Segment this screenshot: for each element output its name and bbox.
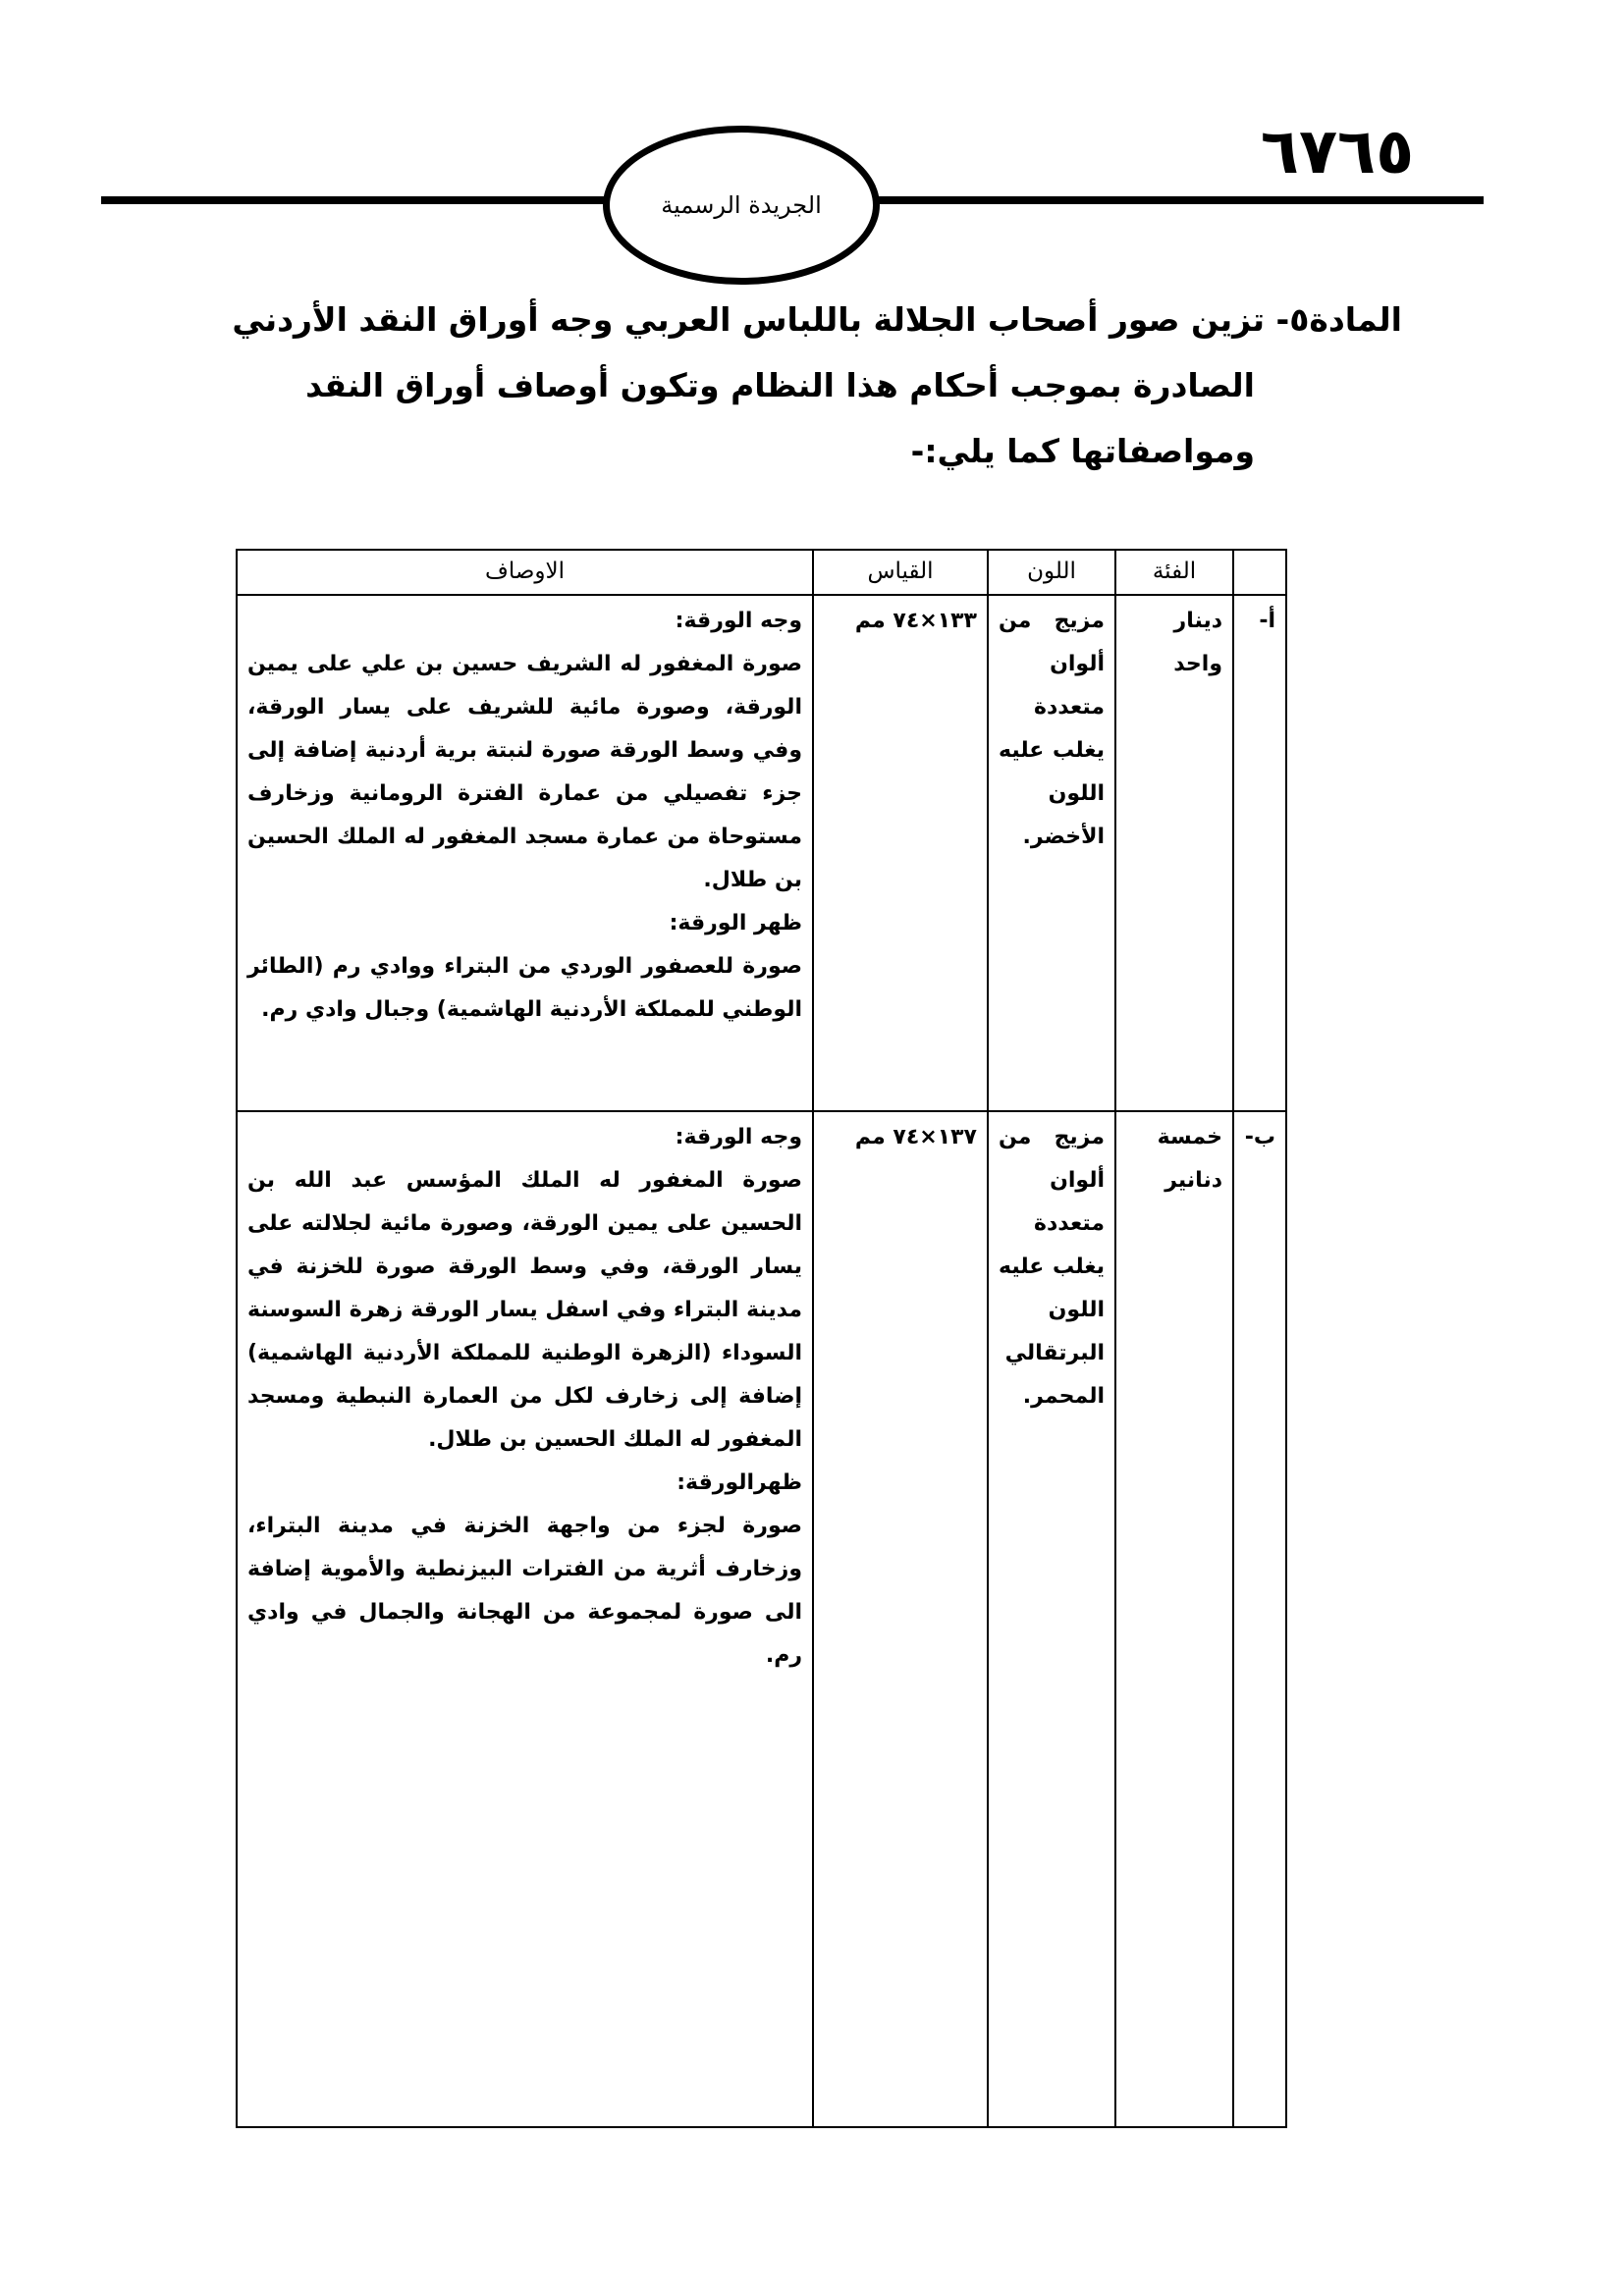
row-size: ١٣٧×٧٤ مم <box>813 1111 988 2127</box>
table-header-row <box>237 550 1286 595</box>
page-number: ٦٧٦٥ <box>1260 116 1415 188</box>
banknote-specs-table <box>236 549 1287 2128</box>
row-color: مزيج من ألوان متعددة يغلب عليه اللون البرتقالي المحمر. <box>988 1111 1115 2127</box>
row-category: دينار واحد <box>1115 595 1233 1111</box>
article-heading <box>118 287 1402 484</box>
article-line: ومواصفاتها كما يلي:- <box>910 432 1255 470</box>
back-label: ظهر الورقة: <box>669 911 802 935</box>
row-color: مزيج من ألوان متعددة يغلب عليه اللون الأخضر. <box>988 595 1115 1111</box>
back-text: صورة لجزء من واجهة الخزنة في مدينة البتراء، وزخارف أثرية من الفترات البيزنطية والأموية إضافة الى صورة لمجموعة من الهجانة والجمال في وادي رم. <box>247 1514 802 1668</box>
row-description <box>237 1111 813 2127</box>
header-description: الاوصاف <box>237 550 813 595</box>
gazette-emblem <box>603 126 880 285</box>
gazette-name: الجريدة الرسمية <box>661 191 822 219</box>
front-label: وجه الورقة: <box>675 1125 802 1149</box>
row-description <box>237 595 813 1111</box>
header-category: الفئة <box>1115 550 1233 595</box>
header-index <box>1233 550 1286 595</box>
back-label: ظهرالورقة: <box>677 1470 802 1495</box>
front-label: وجه الورقة: <box>675 609 802 633</box>
front-text: صورة المغفور له الشريف حسين بن علي على يمين الورقة، وصورة مائية للشريف على يسار الورقة، وفي وسط الورقة صورة لنبتة برية أردنية إضافة إلى جزء تفصيلي من عمارة الفترة الرومانية وزخارف مستوحاة من عمارة مسجد المغفور له الملك الحسين بن طلال. <box>247 652 802 892</box>
row-category: خمسة دنانير <box>1115 1111 1233 2127</box>
front-text: صورة المغفور له الملك المؤسس عبد الله بن الحسين على يمين الورقة، وصورة مائية لجلالته على يسار الورقة، وفي وسط الورقة صورة للخزنة في مدينة البتراء وفي اسفل يسار الورقة زهرة السوسنة السوداء (الزهرة الوطنية للمملكة الأردنية الهاشمية) إضافة إلى زخارف لكل من العمارة النبطية ومسجد المغفور له الملك الحسين بن طلال. <box>247 1168 802 1452</box>
article-line: المادة٥- تزين صور أصحاب الجلالة باللباس العربي وجه أوراق النقد الأردني <box>232 300 1402 339</box>
table-row <box>237 1111 1286 2127</box>
header-size: القياس <box>813 550 988 595</box>
header-color: اللون <box>988 550 1115 595</box>
table-row <box>237 595 1286 1111</box>
article-line: الصادرة بموجب أحكام هذا النظام وتكون أوصاف أوراق النقد <box>305 366 1255 404</box>
row-index: أ- <box>1233 595 1286 1111</box>
row-size: ١٣٣×٧٤ مم <box>813 595 988 1111</box>
row-index: ب- <box>1233 1111 1286 2127</box>
back-text: صورة للعصفور الوردي من البتراء ووادي رم (الطائر الوطني للمملكة الأردنية الهاشمية) وجبال وادي رم. <box>247 954 802 1022</box>
